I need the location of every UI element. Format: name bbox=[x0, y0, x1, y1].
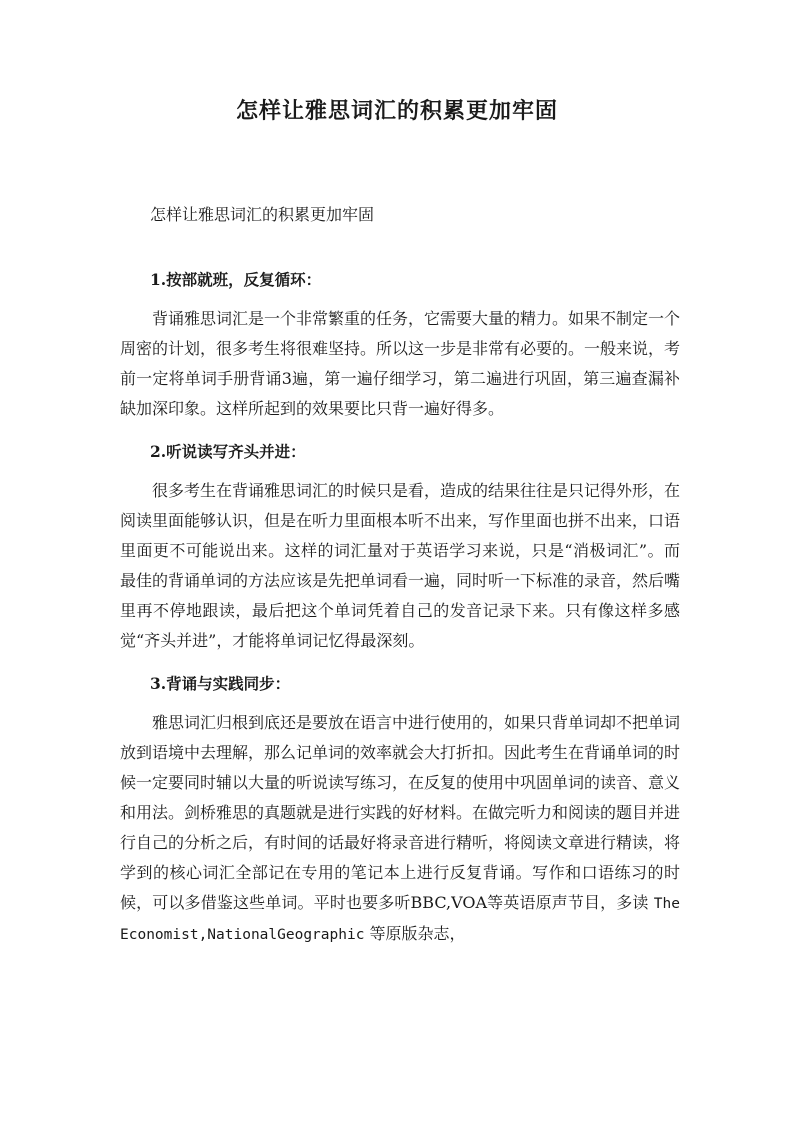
document-title: 怎样让雅思词汇的积累更加牢固 bbox=[235, 98, 558, 124]
document-subtitle: 怎样让雅思词汇的积累更加牢固 bbox=[150, 205, 375, 224]
section-heading: 3.背诵与实践同步： bbox=[150, 674, 291, 693]
section-heading: 1.按部就班，反复循环： bbox=[150, 270, 322, 289]
magazine-names: TheEconomist,NationalGeographic bbox=[120, 896, 680, 943]
section-paragraph: 背诵雅思词汇是一个非常繁重的任务，它需要大量的精力。如果不制定一个周密的计划，很多考生将很难坚持。所以这一步是非常有必要的。一般来说，考前一定将单词手册背诵3遍，第一遍仔细学习，第二遍进行巩固，第三遍查漏补缺加深印象。这样所起到的效果要比只背一遍好得多。 bbox=[120, 309, 681, 418]
section-paragraph: 很多考生在背诵雅思词汇的时候只是看，造成的结果往往是只记得外形，在阅读里面能够认识，但是在听力里面根本听不出来，写作里面也拼不出来，口语里面更不可能说出来。这样的词汇量对于英语学习来说，只是“消极词汇”。而最佳的背诵单词的方法应该是先把单词看一遍，同时听一下标准的录音，然后嘴里再不停地跟读，最后把这个单词凭着自己的发音记录下来。只有像这样多感觉“齐头并进”，才能将单词记忆得最深刻。 bbox=[120, 481, 681, 650]
section-1 bbox=[120, 270, 680, 424]
document-body bbox=[120, 270, 680, 968]
paragraph-text: 等原版杂志， bbox=[364, 924, 466, 943]
section-3 bbox=[120, 674, 680, 950]
section-paragraph bbox=[120, 708, 680, 950]
section-heading: 2.听说读写齐头并进： bbox=[150, 442, 306, 461]
section-2 bbox=[120, 442, 680, 656]
paragraph-text: 雅思词汇归根到底还是要放在语言中进行使用的，如果只背单词却不把单词放到语境中去理解，那么记单词的效率就会大打折扣。因此考生在背诵单词的时候一定要同时辅以大量的听说读写练习，在反复的使用中巩固单词的读音、意义和用法。剑桥雅思的真题就是进行实践的好材料。在做完听力和阅读的题目并进行自己的分析之后，有时间的话最好将录音进行精听，将阅读文章进行精读，将学到的核心词汇全部记在专用的笔记本上进行反复背诵。写作和口语练习的时候，可以多借鉴这些单词。平时也要多听BBC,VOA等英语原声节目，多读 bbox=[120, 713, 681, 912]
